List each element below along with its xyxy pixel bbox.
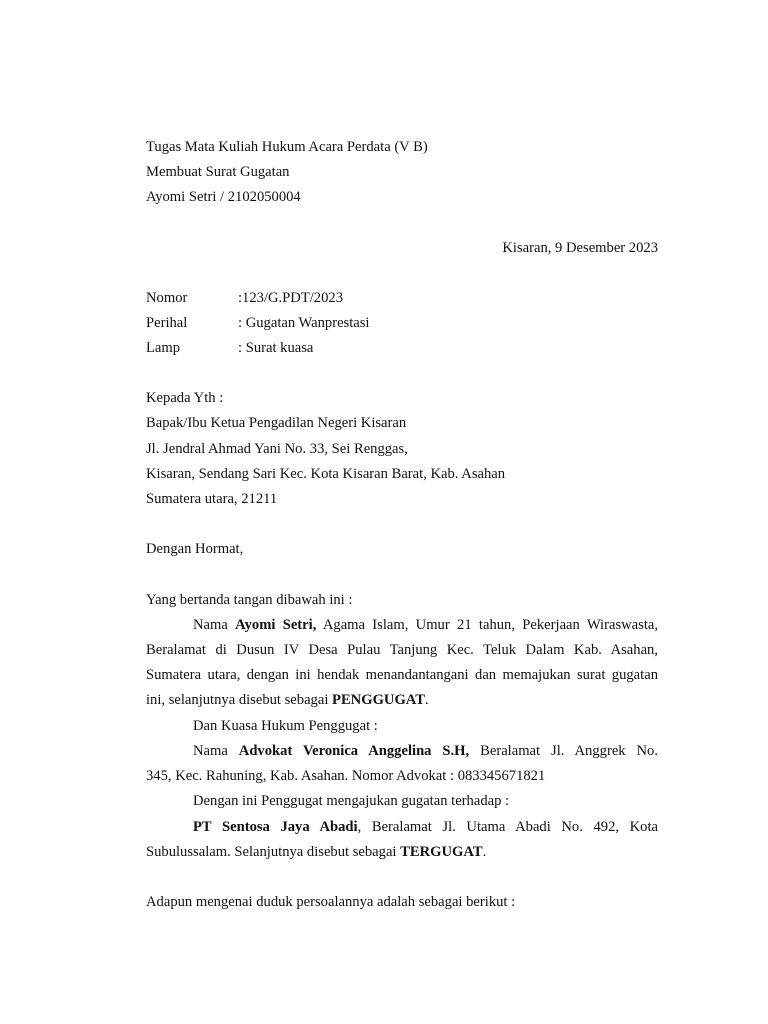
recipient-line-3: Kisaran, Sendang Sari Kec. Kota Kisaran Barat, Kab. Asahan (146, 466, 506, 482)
meta-value-perihal: : Gugatan Wanprestasi (238, 315, 370, 331)
plaintiff-name: Ayomi Setri, (235, 617, 317, 633)
defendant-intro: Dengan ini Penggugat mengajukan gugatan terhadap : (193, 793, 510, 809)
defendant-line-2-suffix: . (482, 844, 487, 860)
plaintiff-name-prefix: Nama (193, 617, 236, 633)
body-intro: Yang bertanda tangan dibawah ini : (146, 592, 353, 608)
plaintiff-line-4 (146, 691, 429, 709)
plaintiff-line-4-suffix: . (425, 692, 429, 708)
plaintiff-role: PENGGUGAT (332, 692, 426, 708)
counsel-line-2: 345, Kec. Rahuning, Kab. Asahan. Nomor Advokat : 083345671821 (146, 768, 546, 784)
recipient-salutation: Kepada Yth : (146, 390, 224, 406)
body-closing: Adapun mengenai duduk persoalannya adalah sebagai berikut : (146, 894, 516, 910)
plaintiff-line-2: Beralamat di Dusun IV Desa Pulau Tanjung Kec. Teluk Dalam Kab. Asahan, (146, 642, 658, 658)
defendant-role: TERGUGAT (400, 844, 483, 860)
defendant-name: PT Sentosa Jaya Abadi (193, 819, 358, 835)
counsel-name-prefix: Nama (193, 743, 239, 759)
plaintiff-line-3: Sumatera utara, dengan ini hendak menandantangani dan memajukan surat gugatan (146, 667, 658, 683)
counsel-name: Advokat Veronica Anggelina S.H, (238, 743, 470, 759)
plaintiff-line-4-prefix: ini, selanjutnya disebut sebagai (146, 692, 333, 708)
recipient-line-1: Bapak/Ibu Ketua Pengadilan Negeri Kisaran (146, 415, 407, 431)
recipient-line-2: Jl. Jendral Ahmad Yani No. 33, Sei Renggas, (146, 441, 408, 457)
defendant-line-2-prefix: Subulussalam. Selanjutnya disebut sebagai (146, 844, 401, 860)
defendant-line-1-rest: , Beralamat Jl. Utama Abadi No. 492, Kota (357, 819, 659, 835)
counsel-line-1-rest: Beralamat Jl. Anggrek No. (469, 743, 659, 759)
counsel-intro: Dan Kuasa Hukum Penggugat : (193, 718, 378, 734)
place-date: Kisaran, 9 Desember 2023 (502, 240, 658, 256)
defendant-line-2 (146, 843, 486, 861)
meta-label-nomor: Nomor (146, 290, 188, 306)
counsel-line-1 (193, 742, 658, 760)
plaintiff-line-1-rest: Agama Islam, Umur 21 tahun, Pekerjaan Wiraswasta, (316, 617, 658, 633)
meta-label-perihal: Perihal (146, 315, 188, 331)
header-student: Ayomi Setri / 2102050004 (146, 189, 301, 205)
greeting: Dengan Hormat, (146, 541, 244, 557)
meta-value-lamp: : Surat kuasa (238, 340, 314, 356)
plaintiff-line-1 (193, 616, 658, 634)
header-course: Tugas Mata Kuliah Hukum Acara Perdata (V B) (146, 139, 428, 155)
recipient-line-4: Sumatera utara, 21211 (146, 491, 278, 507)
header-task: Membuat Surat Gugatan (146, 164, 290, 180)
meta-value-nomor: :123/G.PDT/2023 (238, 290, 343, 306)
defendant-line-1 (193, 818, 658, 836)
meta-label-lamp: Lamp (146, 340, 181, 356)
